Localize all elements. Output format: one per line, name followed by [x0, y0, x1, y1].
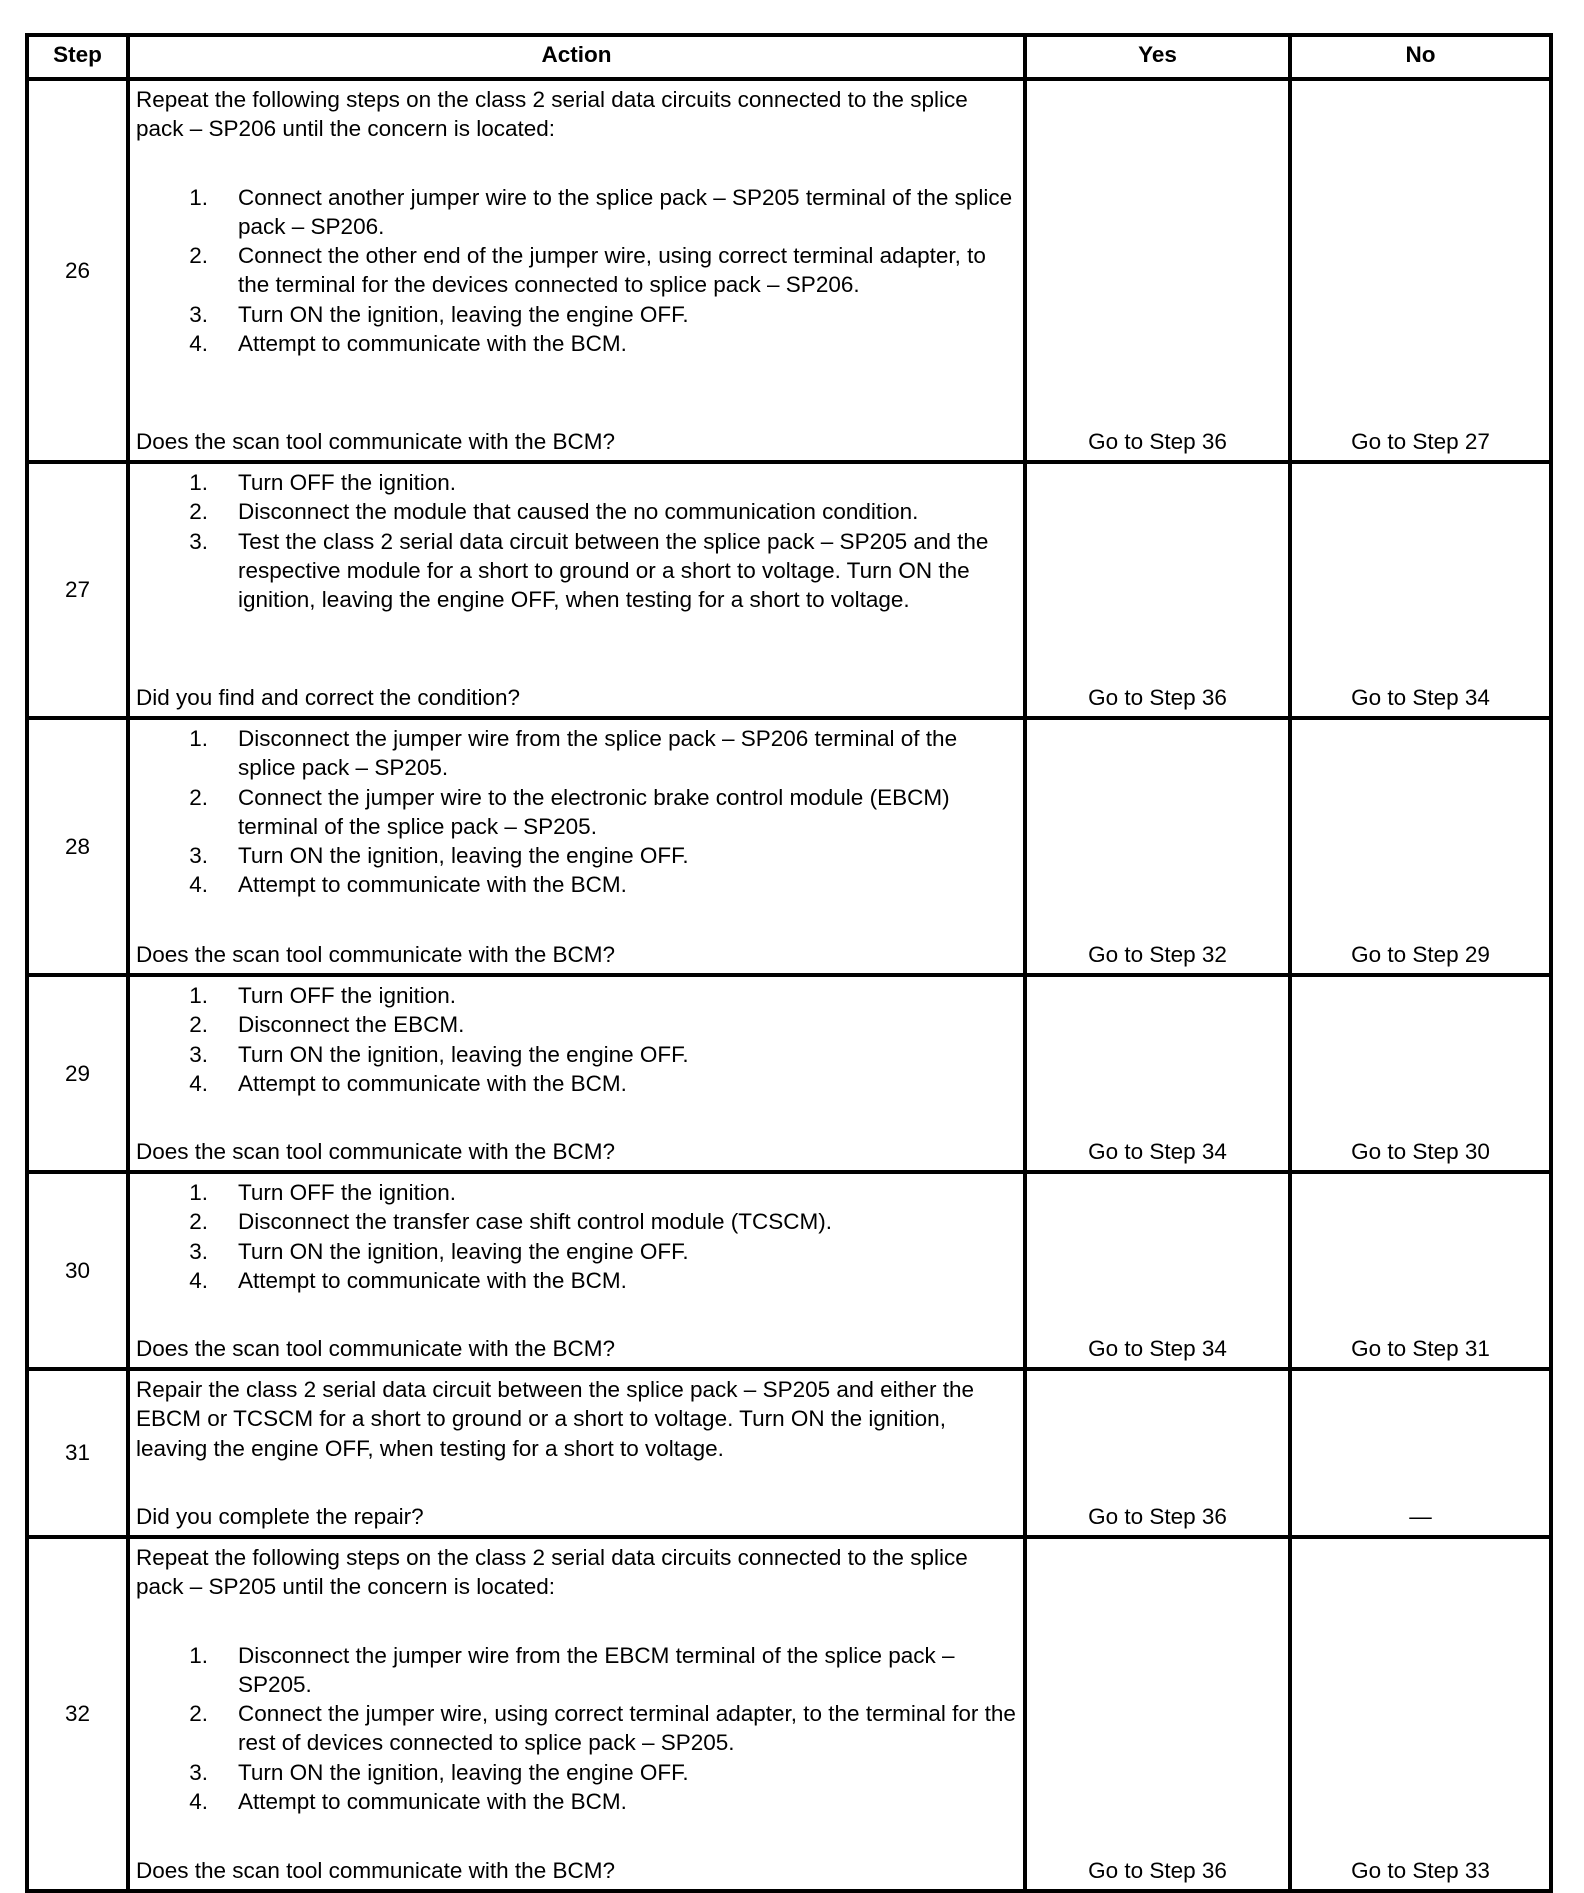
step-number: 32 [64, 1701, 91, 1726]
table-header [29, 37, 1549, 77]
step-index: 4. [189, 331, 208, 357]
table-row [29, 1535, 1549, 1889]
step-text: Turn ON the ignition, leaving the engine OFF. [238, 1238, 689, 1264]
action-question: Did you find and correct the condition? [136, 684, 520, 710]
action-cell [126, 81, 1023, 460]
no-result: Go to Step 34 [1288, 464, 1549, 716]
table-row [29, 1170, 1549, 1367]
step-number: 26 [64, 257, 91, 283]
step-text: Attempt to communicate with the BCM. [238, 872, 627, 898]
action-steps [136, 1641, 1017, 1817]
step-index: 1. [189, 184, 208, 210]
action-step [136, 1069, 1017, 1098]
step-text: Turn ON the ignition, leaving the engine OFF. [238, 301, 689, 327]
action-cell [126, 1371, 1023, 1535]
step-index: 2. [189, 243, 208, 269]
step-index: 1. [189, 726, 208, 751]
step-index: 2. [189, 1209, 208, 1235]
header-no: No [1288, 37, 1549, 77]
step-index: 3. [189, 301, 208, 327]
action-step [136, 1040, 1017, 1069]
step-text: Connect another jumper wire to the splice pack – SP205 terminal of the splice pack – SP206. [238, 184, 1013, 239]
action-step [136, 1787, 1017, 1816]
action-step [136, 183, 1017, 242]
action-question: Does the scan tool communicate with the BCM? [136, 941, 615, 967]
step-text: Connect the other end of the jumper wire, using correct terminal adapter, to the terminal for the devices connected to splice pack – SP206. [238, 243, 986, 298]
step-text: Disconnect the EBCM. [238, 1012, 465, 1038]
action-step [136, 1266, 1017, 1295]
action-step [136, 1758, 1017, 1787]
action-question: Does the scan tool communicate with the BCM? [136, 1857, 615, 1883]
header-step: Step [53, 42, 102, 67]
step-number: 27 [64, 577, 91, 602]
action-question: Does the scan tool communicate with the BCM? [136, 1335, 615, 1361]
step-text: Connect the jumper wire, using correct terminal adapter, to the terminal for the rest of devices connected to splice pack – SP205. [238, 1701, 1016, 1756]
header-yes: Yes [1023, 37, 1288, 77]
step-text: Turn OFF the ignition. [238, 983, 457, 1008]
table-row [29, 460, 1549, 716]
action-step [136, 1641, 1017, 1700]
step-text: Turn OFF the ignition. [238, 1180, 457, 1205]
table-row [29, 77, 1549, 460]
step-number: 31 [64, 1440, 91, 1465]
yes-result: Go to Step 32 [1023, 720, 1288, 973]
action-steps [136, 981, 1017, 1098]
step-index: 3. [189, 1041, 208, 1067]
step-text: Attempt to communicate with the BCM. [238, 331, 627, 357]
diagnostic-table [25, 33, 1553, 1893]
step-index: 1. [189, 983, 208, 1008]
yes-result: Go to Step 36 [1023, 1371, 1288, 1535]
step-index: 2. [189, 499, 208, 525]
header-action: Action [126, 37, 1023, 77]
action-step [136, 1010, 1017, 1039]
action-step [136, 1178, 1017, 1207]
action-step [136, 841, 1017, 870]
action-steps [136, 1178, 1017, 1295]
action-step [136, 241, 1017, 300]
step-index: 3. [189, 1759, 208, 1785]
table-row [29, 716, 1549, 973]
step-index: 2. [189, 1701, 208, 1727]
step-number: 30 [64, 1257, 91, 1283]
action-step [136, 870, 1017, 899]
action-step [136, 468, 1017, 497]
action-cell [126, 1539, 1023, 1889]
step-text: Attempt to communicate with the BCM. [238, 1070, 627, 1096]
action-step [136, 1207, 1017, 1236]
no-result: Go to Step 29 [1288, 720, 1549, 973]
step-text: Disconnect the jumper wire from the splice pack – SP206 terminal of the splice pack – SP205. [238, 726, 958, 781]
action-cell [126, 1174, 1023, 1367]
no-result: — [1288, 1371, 1549, 1535]
action-step [136, 497, 1017, 526]
table-row [29, 973, 1549, 1170]
yes-result: Go to Step 36 [1023, 464, 1288, 716]
step-text: Attempt to communicate with the BCM. [238, 1267, 627, 1293]
step-index: 1. [189, 1642, 208, 1668]
no-result: Go to Step 33 [1288, 1539, 1549, 1889]
yes-result: Go to Step 34 [1023, 1174, 1288, 1367]
step-text: Disconnect the transfer case shift control module (TCSCM). [238, 1209, 832, 1235]
action-cell [126, 977, 1023, 1170]
action-question: Did you complete the repair? [136, 1503, 424, 1529]
step-index: 3. [189, 843, 208, 869]
step-text: Turn ON the ignition, leaving the engine OFF. [238, 1041, 689, 1067]
step-number: 29 [64, 1060, 91, 1086]
action-step [136, 300, 1017, 329]
yes-result: Go to Step 36 [1023, 1539, 1288, 1889]
no-result: Go to Step 31 [1288, 1174, 1549, 1367]
step-text: Attempt to communicate with the BCM. [238, 1789, 627, 1815]
action-question: Does the scan tool communicate with the BCM? [136, 1138, 615, 1164]
yes-result: Go to Step 34 [1023, 977, 1288, 1170]
action-step [136, 1237, 1017, 1266]
step-index: 2. [189, 784, 208, 810]
action-step [136, 783, 1017, 842]
step-index: 4. [189, 872, 208, 898]
step-index: 1. [189, 1180, 208, 1205]
action-intro: Repeat the following steps on the class 2 serial data circuits connected to the splice pack – SP206 until the concern is located: [136, 87, 968, 142]
step-index: 3. [189, 1238, 208, 1264]
step-index: 4. [189, 1789, 208, 1815]
action-cell [126, 464, 1023, 716]
action-step [136, 981, 1017, 1010]
action-steps [136, 183, 1017, 359]
no-result: Go to Step 27 [1288, 81, 1549, 460]
action-step [136, 329, 1017, 358]
step-index: 1. [189, 470, 208, 495]
action-step [136, 724, 1017, 783]
action-intro: Repair the class 2 serial data circuit between the splice pack – SP205 and either the EBCM or TCSCM for a short to ground or a short to voltage. Turn ON the ignition, leaving the engine OFF, when testing for a short to voltage. [136, 1377, 974, 1461]
action-step [136, 527, 1017, 615]
action-steps [136, 724, 1017, 900]
step-text: Turn ON the ignition, leaving the engine OFF. [238, 843, 689, 869]
step-number: 28 [64, 833, 91, 859]
step-index: 2. [189, 1012, 208, 1038]
action-cell [126, 720, 1023, 973]
step-index: 4. [189, 1267, 208, 1293]
no-result: Go to Step 30 [1288, 977, 1549, 1170]
step-text: Test the class 2 serial data circuit between the splice pack – SP205 and the respective module for a short to ground or a short to voltage. Turn ON the ignition, leaving the engine OFF, when testing for a short to voltage. [238, 528, 989, 613]
yes-result: Go to Step 36 [1023, 81, 1288, 460]
step-text: Connect the jumper wire to the electronic brake control module (EBCM) terminal of the splice pack – SP205. [238, 784, 950, 839]
step-text: Turn OFF the ignition. [238, 470, 457, 495]
step-index: 4. [189, 1070, 208, 1096]
table-row [29, 1367, 1549, 1535]
step-text: Turn ON the ignition, leaving the engine OFF. [238, 1759, 689, 1785]
step-text: Disconnect the module that caused the no communication condition. [238, 499, 919, 525]
step-index: 3. [189, 528, 208, 554]
step-text: Disconnect the jumper wire from the EBCM terminal of the splice pack – SP205. [238, 1642, 955, 1697]
action-step [136, 1699, 1017, 1758]
action-question: Does the scan tool communicate with the BCM? [136, 428, 615, 454]
action-intro: Repeat the following steps on the class 2 serial data circuits connected to the splice pack – SP205 until the concern is located: [136, 1545, 968, 1600]
action-steps [136, 468, 1017, 614]
